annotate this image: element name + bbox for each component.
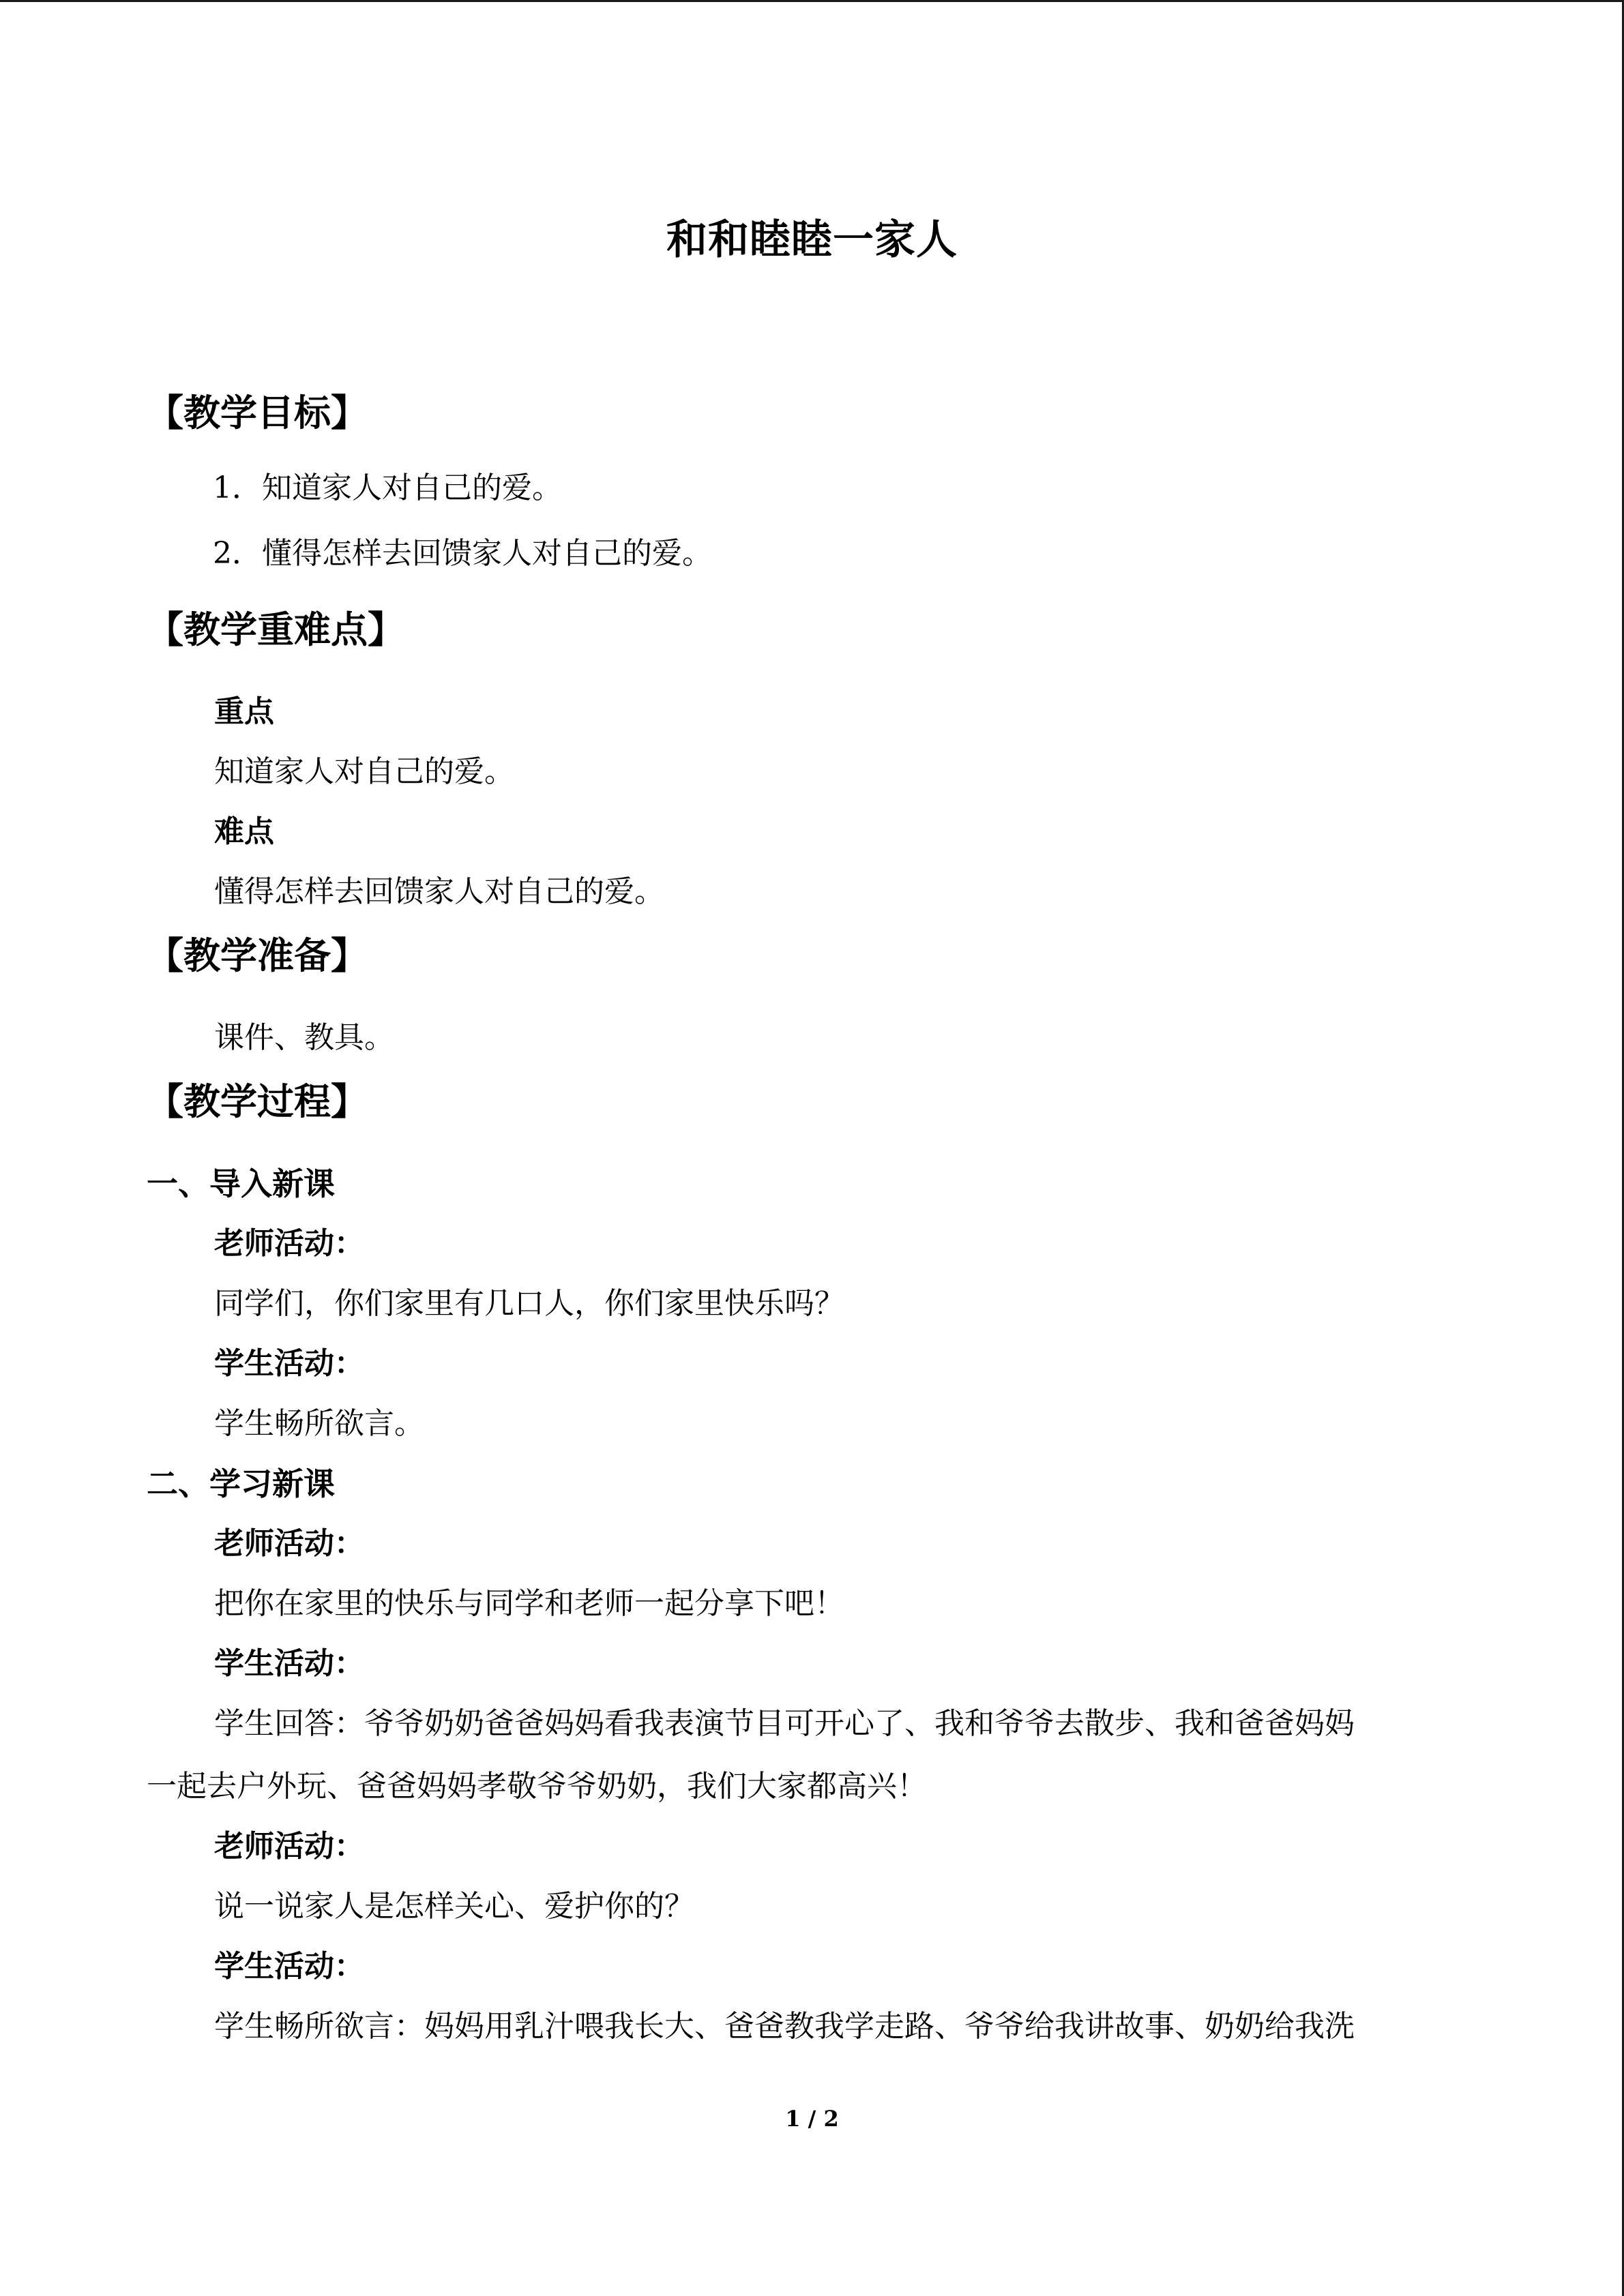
part1-student-label: 学生活动： [214, 1346, 364, 1381]
part1-teacher-text: 同学们，你们家里有几口人，你们家里快乐吗？ [214, 1286, 844, 1321]
page-title: 和和睦睦一家人 [666, 216, 958, 264]
part1-student-text: 学生畅所欲言。 [214, 1406, 424, 1441]
objective-item-1: 1．知道家人对自己的爱。 [213, 471, 562, 505]
preparation-text: 课件、教具。 [214, 1020, 394, 1055]
part1-teacher-label: 老师活动： [214, 1226, 364, 1261]
page-indicator: 1 / 2 [785, 2106, 839, 2132]
part2-student-text-2-line1: 学生畅所欲言：妈妈用乳汁喂我长大、爸爸教我学走路、爷爷给我讲故事、奶奶给我洗 [214, 2009, 1355, 2044]
key-points-heading: 【教学重难点】 [147, 608, 404, 651]
part1-heading: 一、导入新课 [147, 1165, 335, 1202]
process-heading: 【教学过程】 [147, 1079, 368, 1123]
objectives-heading: 【教学目标】 [147, 391, 368, 434]
objective-item-2: 2．懂得怎样去回馈家人对自己的爱。 [213, 536, 712, 571]
part2-teacher-text-2: 说一说家人是怎样关心、爱护你的？ [214, 1889, 694, 1924]
part2-heading: 二、学习新课 [147, 1465, 335, 1502]
part2-student-text-1-line2: 一起去户外玩、爸爸妈妈孝敬爷爷奶奶，我们大家都高兴！ [147, 1769, 927, 1804]
preparation-heading: 【教学准备】 [147, 934, 368, 977]
part2-teacher-text-1: 把你在家里的快乐与同学和老师一起分享下吧！ [214, 1586, 844, 1621]
difficulty-label: 难点 [214, 814, 274, 849]
difficulty-text: 懂得怎样去回馈家人对自己的爱。 [214, 874, 664, 909]
part2-student-label-2: 学生活动： [214, 1949, 364, 1984]
part2-student-label-1: 学生活动： [214, 1646, 364, 1681]
part2-teacher-label-2: 老师活动： [214, 1829, 364, 1864]
focus-label: 重点 [214, 694, 274, 729]
part2-teacher-label-1: 老师活动： [214, 1526, 364, 1561]
focus-text: 知道家人对自己的爱。 [214, 754, 514, 789]
part2-student-text-1-line1: 学生回答：爷爷奶奶爸爸妈妈看我表演节目可开心了、我和爷爷去散步、我和爸爸妈妈 [214, 1706, 1355, 1741]
